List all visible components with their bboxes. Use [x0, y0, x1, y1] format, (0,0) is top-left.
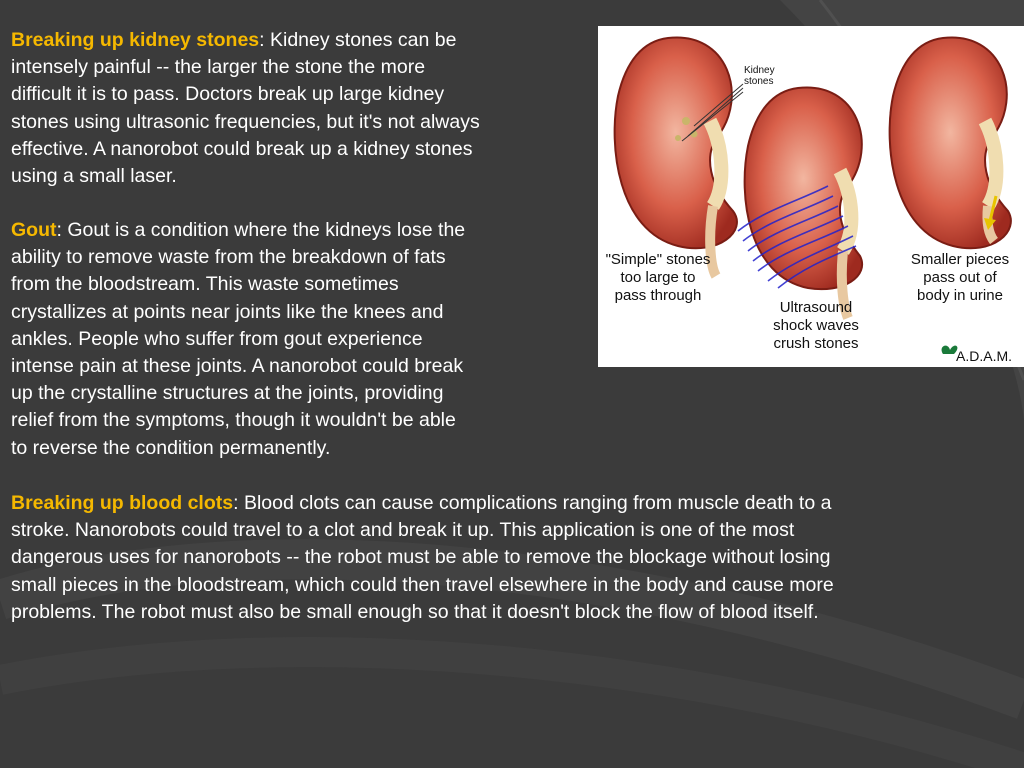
caption-left-2: too large to — [620, 269, 696, 286]
caption-right-2: pass out of — [923, 269, 997, 286]
blood-clots-body: : Blood clots can cause complications ranging from muscle death to a stroke. Nanorobots could travel to a clot and break it up. This application is one of the most dangerous uses for nanorobots -- the robot must be able to remove the blockage without losing small pieces in the bloodstream, which could then travel elsewhere in the body and cause more problems. The robot must also be small enough so that it doesn't block the flow of blood itself. — [11, 492, 834, 623]
gout-body: : Gout is a condition where the kidneys lose the ability to remove waste from the breakdown of fats from the bloodstream. This waste sometimes crystallizes at points near joints like the knees and ankles. People who suffer from gout experience intense pain at these joints. A nanorobot could break up the crystalline structures at the joints, providing relief from the symptoms, though it wouldn't be able to reverse the condition permanently. — [11, 219, 466, 459]
kidney-left — [615, 37, 737, 276]
kidney-stones-paragraph — [11, 27, 571, 190]
logo-text: A.D.A.M. — [956, 348, 1013, 364]
kidney-stones-heading: Breaking up kidney stones — [11, 29, 260, 51]
label-stones: stones — [744, 76, 774, 87]
caption-mid-1: Ultrasound — [779, 299, 853, 316]
kidney-stones-illustration — [598, 26, 1024, 367]
caption-right-3: body in urine — [917, 287, 1003, 304]
gout-heading: Gout — [11, 219, 57, 241]
kidney-right — [890, 37, 1011, 248]
label-kidney: Kidney — [744, 65, 775, 76]
adam-logo — [942, 346, 1012, 364]
kidney-stones-body: : Kidney stones can be intensely painful -- the larger the stone the more difficult it is to pass. Doctors break up large kidney stones using ultrasonic frequencies, but it's not always effective. A nanorobot could break up a kidney stones using a small laser. — [11, 29, 480, 188]
caption-right-1: Smaller pieces — [910, 251, 1010, 268]
gout-paragraph — [11, 217, 571, 462]
kidney-middle — [745, 87, 862, 318]
caption-left-3: pass through — [614, 287, 702, 304]
blood-clots-paragraph — [11, 490, 1016, 626]
caption-left-1: "Simple" stones — [605, 251, 711, 268]
caption-mid-2: shock waves — [773, 317, 859, 334]
caption-mid-3: crush stones — [773, 335, 859, 352]
blood-clots-heading: Breaking up blood clots — [11, 492, 234, 514]
kidney-diagram — [598, 26, 1024, 367]
